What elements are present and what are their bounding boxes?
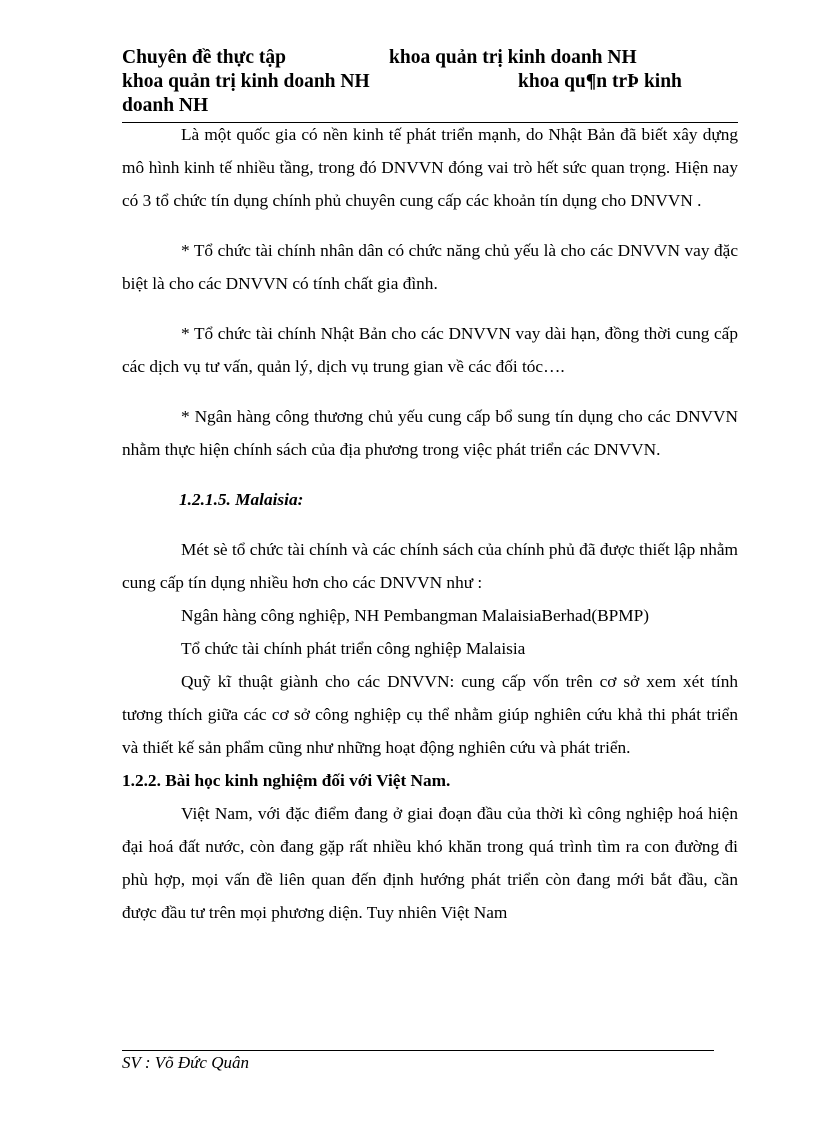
header-title: Chuyên đề thực tập	[122, 47, 286, 68]
paragraph-malaisia-intro: Mét sè tổ chức tài chính và các chính sách của chính phủ đã được thiết lập nhằm cung cấp tín dụng nhiều hơn cho các DNVVN như :	[122, 540, 738, 592]
list-item-bank: Ngân hàng công nghiệp, NH Pembangman MalaisiaBerhad(BPMP)	[181, 606, 649, 625]
header-line-1	[122, 46, 738, 70]
paragraph-japan-intro: Là một quốc gia có nền kinh tế phát triển mạnh, do Nhật Bản đã biết xây dựng mô hình kinh tế nhiều tầng, trong đó DNVVN đóng vai trò hết sức quan trọng. Hiện nay có 3 tổ chức tín dụng chính phủ chuyên cung cấp các khoản tín dụng cho DNVVN .	[122, 125, 738, 210]
header-department-tail: doanh NH	[122, 95, 209, 116]
header-department-repeat: khoa quản trị kinh doanh NH	[122, 71, 370, 92]
footer-author: SV : Võ Đức Quân	[122, 1053, 249, 1072]
header-department-garbled: khoa qu¶n trÞ kinh	[518, 71, 682, 92]
footer-rule	[122, 1050, 714, 1051]
paragraph-tech-fund: Quỹ kĩ thuật giành cho các DNVVN: cung cấp vốn trên cơ sở xem xét tính tương thích giữa các cơ sở công nghiệp cụ thể nhằm giúp nghiên cứu khả thi phát triển và thiết kế sản phẩm cũng như những hoạt động nghiên cứu và phát triển.	[122, 672, 738, 757]
paragraph-vietnam: Việt Nam, với đặc điểm đang ở giai đoạn đầu của thời kì công nghiệp hoá hiện đại hoá đất nước, còn đang gặp rất nhiều khó khăn trong quá trình tìm ra con đường đi phù hợp, mọi vấn đề liên quan đến định hướng phát triển còn đang mới bắt đầu, cần được đầu tư trên mọi phương diện. Tuy nhiên Việt Nam	[122, 804, 738, 922]
section-heading-malaisia: 1.2.1.5. Malaisia:	[179, 490, 304, 509]
paragraph-japan-org-1: * Tổ chức tài chính nhân dân có chức năng chủ yếu là cho các DNVVN vay đặc biệt là cho các DNVVN có tính chất gia đình.	[122, 241, 738, 293]
document-body	[122, 118, 738, 929]
header-line-3	[122, 94, 738, 118]
section-heading-lessons: 1.2.2. Bài học kinh nghiệm đối với Việt Nam.	[122, 771, 451, 790]
header-line-2	[122, 70, 738, 94]
page-header	[122, 46, 738, 118]
paragraph-japan-org-3: * Ngân hàng công thương chủ yếu cung cấp bổ sung tín dụng cho các DNVVN nhằm thực hiện chính sách của địa phương trong việc phát triển các DNVVN.	[122, 407, 738, 459]
header-department: khoa quản trị kinh doanh NH	[389, 47, 637, 68]
paragraph-japan-org-2: * Tổ chức tài chính Nhật Bản cho các DNVVN vay dài hạn, đồng thời cung cấp các dịch vụ tư vấn, quản lý, dịch vụ trung gian về các đối tóc….	[122, 324, 738, 376]
list-item-finance-org: Tổ chức tài chính phát triển công nghiệp Malaisia	[181, 639, 526, 658]
